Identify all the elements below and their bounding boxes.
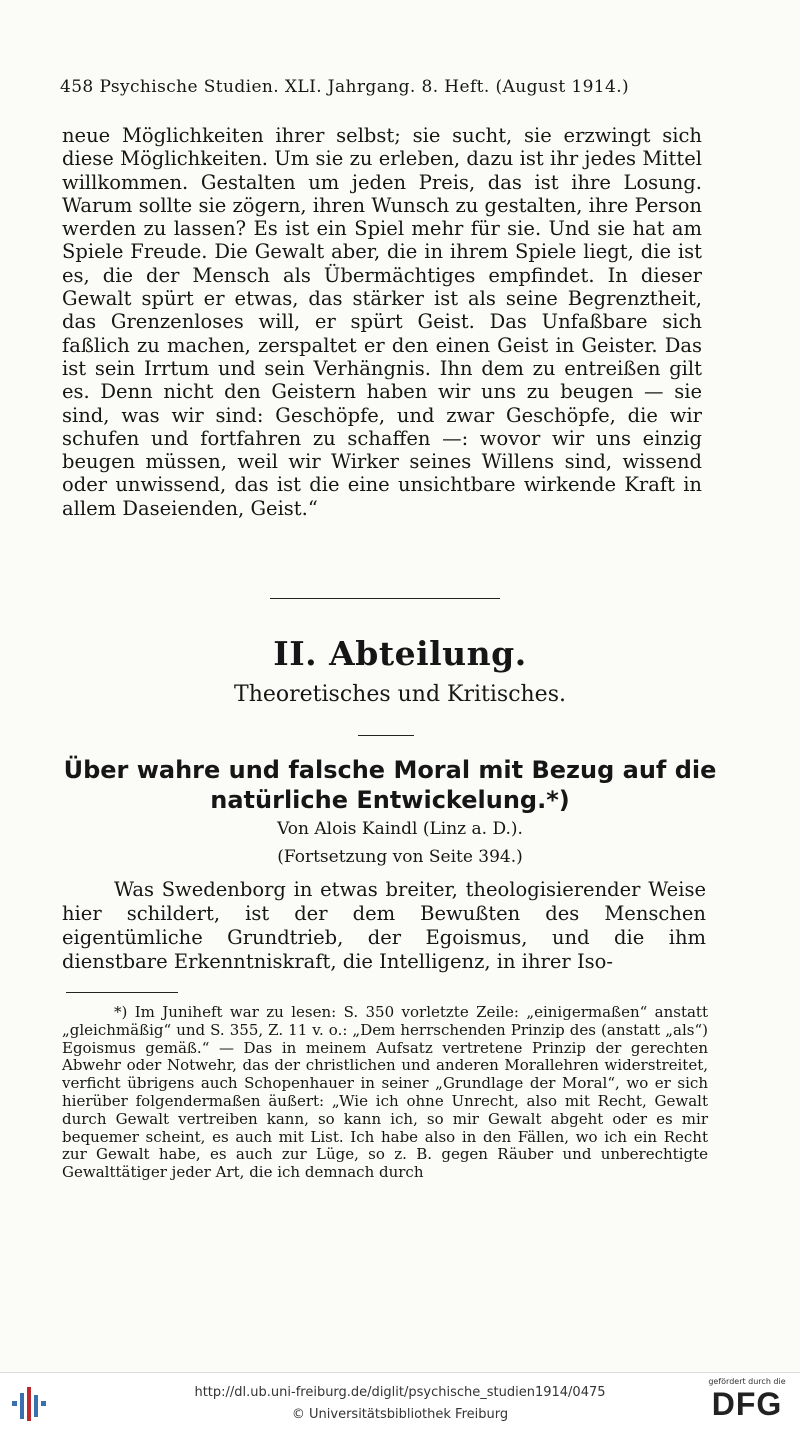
article-title: Über wahre und falsche Moral mit Bezug auf die natürliche Entwickelung.*) (63, 756, 717, 814)
dfg-wordmark: DFG (711, 1386, 783, 1422)
dfg-logo (702, 1377, 792, 1427)
copyright-notice: © Universitätsbibliothek Freiburg (291, 1407, 509, 1422)
running-head: 458 Psychische Studien. XLI. Jahrgang. 8. Heft. (August 1914.) (60, 77, 630, 97)
section-title: II. Abteilung. (273, 634, 527, 673)
body-paragraph: neue Möglichkeiten ihrer selbst; sie sucht, sie erzwingt sich diese Möglichkeiten. Um sie zu erleben, dazu ist ihr jedes Mittel willkommen. Gestalten um jeden Preis, das ist ihre Losung. Warum sollte sie zögern, ihren Wunsch zu gestalten, ihre Person werden zu lassen? Es ist ein Spiel mehr für sie. Und sie hat am Spiele Freude. Die Gewalt aber, die in ihrem Spiele liegt, die ist es, die der Mensch als Übermächtiges empfindet. In dieser Gewalt spürt er etwas, das stärker ist als seine Begrenztheit, das Grenzenloses will, er spürt Geist. Das Unfaßbare sich faßlich zu machen, zerspaltet er den einen Geist in Geister. Das ist sein Irrtum und sein Verhängnis. Ihn dem zu entreißen gilt es. Denn nicht den Geistern haben wir uns zu beugen — sie sind, was wir sind: Geschöpfe, und zwar Geschöpfe, die wir schufen und fortfahren zu schaffen —: wovor wir uns einzig beugen müssen, weil wir Wirker seines Willens sind, wissend oder unwissend, das ist die eine unsichtbare wirkende Kraft in allem Daseienden, Geist.“ (62, 124, 702, 520)
library-logo-icon (10, 1383, 50, 1423)
footnote (62, 1004, 708, 1182)
article-author: Von Alois Kaindl (Linz a. D.). (277, 819, 523, 839)
section-rule (358, 735, 414, 736)
footnote-rule (66, 992, 178, 993)
article-text (62, 878, 706, 974)
viewer-footer (0, 1372, 800, 1429)
article-paragraph: Was Swedenborg in etwas breiter, theologisierender Weise hier schildert, ist der dem Bewußten des Menschen eigentümliche Grundtrieb, der Egoismus, und die ihm dienstbare Erkenntniskraft, die Intelligenz, in ihrer Iso- (62, 878, 706, 973)
section-subtitle: Theoretisches und Kritisches. (234, 682, 566, 707)
continuation-note: (Fortsetzung von Seite 394.) (277, 847, 523, 867)
source-url[interactable]: http://dl.ub.uni-freiburg.de/diglit/psychische_studien1914/0475 (194, 1385, 606, 1400)
footnote-text: *) Im Juniheft war zu lesen: S. 350 vorletzte Zeile: „einigermaßen“ anstatt „gleichmäßig“ und S. 355, Z. 11 v. o.: „Dem herrschenden Prinzip des (anstatt „als“) Egoismus gemäß.“ — Das in meinem Aufsatz vertretene Prinzip der gerechten Abwehr oder Notwehr, das der christlichen und anderen Morallehren widerstreitet, verficht übrigens auch Schopenhauer in seiner „Grundlage der Moral“, wo er sich hierüber folgendermaßen äußert: „Wie ich ohne Unrecht, also mit Recht, Gewalt durch Gewalt vertreiben kann, so kann ich, so mir Gewalt abgeht oder es mir bequemer scheint, es auch mit List. Ich habe also in den Fällen, wo ich ein Recht zur Gewalt habe, es auch zur Lüge, so z. B. gegen Räuber und unberechtigte Gewalttätiger jeder Art, die ich demnach durch (62, 1003, 708, 1182)
body-text (62, 124, 702, 520)
separator-rule (270, 598, 500, 599)
dfg-note: gefördert durch die (708, 1377, 786, 1386)
